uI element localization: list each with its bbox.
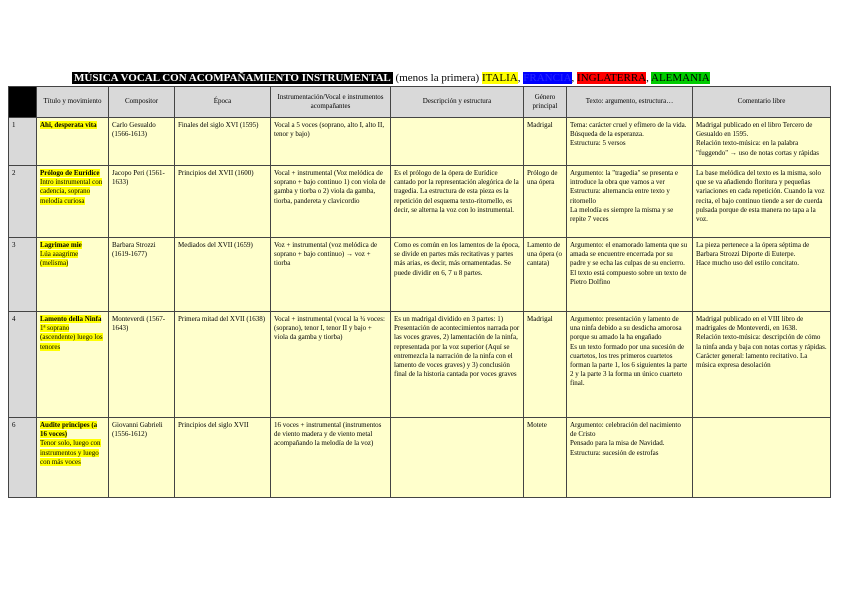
header-descripcion: Descripción y estructura — [391, 87, 524, 118]
cell-title — [37, 238, 109, 312]
instrumentacion-text: Vocal + instrumental (vocal la ¾ voces: (soprano), tenor I, tenor II y bajo + viola da gamba y tiorba) — [274, 315, 385, 342]
texto-line: Estructura: sucesión de estrofas — [570, 448, 659, 457]
cell-comentario — [693, 118, 831, 166]
table-row — [9, 312, 831, 418]
cell-descripcion — [391, 312, 524, 418]
cell-texto — [567, 238, 693, 312]
instrumentacion-text: 16 voces + instrumental (instrumentos de viento madera y de viento metal acompañando la melodía de la voz) — [274, 421, 382, 448]
cell-epoca — [175, 118, 271, 166]
texto-line: Estructura: alternancia entre texto y ritornello — [570, 187, 670, 205]
row-number: 6 — [12, 421, 16, 429]
header-compositor: Compositor — [109, 87, 175, 118]
composer-text: Carlo Gesualdo (1566-1613) — [112, 121, 156, 139]
title-italia: ITALIA — [481, 72, 518, 84]
descripcion-text: Como es común en los lamentos de la época, se divide en partes más recitativas y partes más arias, es decir, más ornamentadas. Se puede dividir en 6, 7 u 8 partes. — [394, 241, 520, 277]
genero-text: Prólogo de una ópera — [527, 169, 558, 187]
table-header-row — [9, 87, 831, 118]
comentario-line: Hace mucho uso del estilo concitato. — [696, 259, 800, 268]
composer-text: Monteverdi (1567-1643) — [112, 315, 166, 333]
texto-line: Argumento: el enamorado lamenta que su amada se encuentre encerrada por su padre y se echa las culpas de su encierro. — [570, 241, 688, 268]
cell-instrumentacion — [271, 312, 391, 418]
title-note: (menos la primera) — [392, 72, 482, 84]
cell-descripcion — [391, 418, 524, 498]
table-row — [9, 118, 831, 166]
row-number: 1 — [12, 121, 16, 129]
cell-comentario — [693, 418, 831, 498]
texto-line: El texto está compuesto sobre un texto de Pietro Dolfino — [570, 268, 687, 286]
cell-descripcion — [391, 166, 524, 238]
title-main: MÚSICA VOCAL CON ACOMPAÑAMIENTO INSTRUMENTAL — [74, 72, 391, 84]
texto-line: Tema: carácter cruel y efímero de la vida. Búsqueda de la esperanza. — [570, 121, 687, 139]
title-sep: , — [517, 72, 524, 84]
table-row — [9, 418, 831, 498]
row-number: 3 — [12, 241, 16, 249]
epoca-text: Principios del siglo XVII — [178, 421, 249, 429]
cell-composer — [109, 166, 175, 238]
title-sep: , — [646, 72, 652, 84]
piece-subtitle: Lúa aaagrime (melisma) — [40, 250, 79, 268]
cell-descripcion — [391, 238, 524, 312]
cell-genero — [524, 238, 567, 312]
cell-genero — [524, 118, 567, 166]
header-epoca: Época — [175, 87, 271, 118]
comentario-line: La pieza pertenece a la ópera séptima de Barbara Strozzi Diporte di Euterpe. — [696, 241, 810, 259]
piece-title: Lamento della Ninfa — [40, 315, 102, 323]
header-titulo: Título y movimiento — [37, 87, 109, 118]
header-comentario: Comentario libre — [693, 87, 831, 118]
cell-composer — [109, 312, 175, 418]
cell-texto — [567, 418, 693, 498]
row-number: 4 — [12, 315, 16, 323]
cell-texto — [567, 166, 693, 238]
descripcion-text: Es un madrigal dividido en 3 partes: 1) Presentación de acontecimientos narrada por las voces graves, 2) lamentación de la ninfa, representada por la voz superior (Aquí se entremezcla la narración de la ninfa con el lamento de voces graves) y 3) conclusión final de la historia cantada por voces graves — [394, 315, 520, 379]
cell-number — [9, 166, 37, 238]
piece-subtitle: Intro instrumental con cadencia, soprano melodía curiosa — [40, 178, 103, 205]
cell-epoca — [175, 312, 271, 418]
row-number: 2 — [12, 169, 16, 177]
instrumentacion-text: Voz + instrumental (voz melódica de soprano + bajo continuo) → voz + tiorba — [274, 241, 378, 268]
comentario-line: La base melódica del texto es la misma, solo que se va añadiendo floritura y pequeñas variaciones en cada repetición. Cuando la voz recita, el bajo continuo tiende a ser de cuerda pulsada porque de esta manera no tapa a la voz. — [696, 169, 825, 224]
genero-text: Madrigal — [527, 315, 553, 323]
cell-instrumentacion — [271, 238, 391, 312]
title-inglaterra: INGLATERRA — [577, 72, 647, 84]
cell-number — [9, 238, 37, 312]
instrumentacion-text: Vocal a 5 voces (soprano, alto I, alto II, tenor y bajo) — [274, 121, 385, 139]
cell-comentario — [693, 166, 831, 238]
cell-epoca — [175, 166, 271, 238]
piece-subtitle: Tenor solo, luego con instrumentos y luego con más voces — [40, 439, 101, 466]
piece-title: Audite principes (a 16 voces) — [40, 421, 98, 439]
cell-genero — [524, 312, 567, 418]
genero-text: Lamento de una ópera (o cantata) — [527, 241, 562, 268]
composer-text: Jacopo Peri (1561-1633) — [112, 169, 165, 187]
descripcion-text: Es el prólogo de la ópera de Eurídice cantado por la representación alegórica de la tragedia. La estructura de esta pieza es la repetición del esquema texto-ritornello, es decir, se alterna la voz con lo instrumental. — [394, 169, 519, 214]
cell-number — [9, 418, 37, 498]
cell-number — [9, 118, 37, 166]
cell-title — [37, 166, 109, 238]
piece-subtitle: 1ª soprano (ascendente) luego los tenores — [40, 324, 103, 351]
cell-epoca — [175, 418, 271, 498]
cell-descripcion — [391, 118, 524, 166]
piece-title: Prólogo de Eurídice — [40, 169, 100, 177]
title-sep: , — [571, 72, 578, 84]
cell-title — [37, 118, 109, 166]
title-francia: FRANCIA — [523, 72, 572, 84]
music-table — [8, 86, 831, 498]
texto-line: Estructura: 5 versos — [570, 139, 626, 148]
cell-composer — [109, 418, 175, 498]
cell-number — [9, 312, 37, 418]
cell-title — [37, 312, 109, 418]
cell-comentario — [693, 238, 831, 312]
texto-line: Argumento: celebración del nacimiento de Cristo — [570, 421, 681, 439]
comentario-line: Carácter general: lamento recitativo. La música expresa desolación — [696, 351, 808, 370]
composer-text: Giovanni Gabrieli (1556-1612) — [112, 421, 163, 439]
cell-epoca — [175, 238, 271, 312]
piece-title: Ahi, desperata vita — [40, 121, 97, 129]
texto-line: Es un texto formado por una sucesión de cuartetos, los tres primeros cuartetos forman la parte 1, los 6 siguientes la parte 2 y la parte 3 la forma un único cuarteto final. — [570, 342, 688, 388]
comentario-line: Relación texto-música: en la palabra "fuggendo" → uso de notas cortas y rápidas — [696, 139, 819, 157]
title-alemania: ALEMANIA — [651, 72, 710, 84]
piece-title: Lagrimae mie — [40, 241, 82, 249]
document-title — [72, 72, 710, 84]
texto-line: Pensado para la misa de Navidad. — [570, 439, 665, 448]
texto-line: La melodía es siempre la misma y se repite 7 veces — [570, 205, 674, 224]
cell-genero — [524, 166, 567, 238]
composer-text: Barbara Strozzi (1619-1677) — [112, 241, 156, 259]
epoca-text: Mediados del XVII (1659) — [178, 241, 253, 249]
genero-text: Madrigal — [527, 121, 553, 129]
cell-instrumentacion — [271, 418, 391, 498]
header-number — [9, 87, 37, 118]
comentario-line: Relación texto-música: descripción de cómo la ninfa anda y baja con notas cortas y rápidas. — [696, 333, 827, 351]
genero-text: Motete — [527, 421, 547, 429]
header-instrumentacion: Instrumentación/Vocal e instrumentos acompañantes — [271, 87, 391, 118]
cell-genero — [524, 418, 567, 498]
cell-composer — [109, 238, 175, 312]
instrumentacion-text: Vocal + instrumental (Voz melódica de soprano + bajo continuo 1) con viola de gamba y tiorba o 2) viola da gamba, tiorba, pandereta y clavicordio — [274, 169, 386, 205]
cell-comentario — [693, 312, 831, 418]
table-row — [9, 238, 831, 312]
comentario-line: Madrigal publicado en el VIII libro de madrigales de Monteverdi, en 1638. — [696, 315, 804, 333]
texto-line: Argumento: la "tragedia" se presenta e introduce la obra que vamos a ver — [570, 169, 679, 187]
epoca-text: Primera mitad del XVII (1638) — [178, 315, 266, 323]
epoca-text: Principios del XVII (1600) — [178, 169, 254, 177]
texto-line: Argumento: presentación y lamento de una ninfa debido a su desdicha amorosa porque su amado la ha engañado — [570, 315, 682, 342]
cell-composer — [109, 118, 175, 166]
cell-texto — [567, 118, 693, 166]
table-row — [9, 166, 831, 238]
cell-instrumentacion — [271, 166, 391, 238]
header-genero: Género principal — [524, 87, 567, 118]
header-texto: Texto: argumento, estructura… — [567, 87, 693, 118]
cell-instrumentacion — [271, 118, 391, 166]
epoca-text: Finales del siglo XVI (1595) — [178, 121, 259, 129]
cell-texto — [567, 312, 693, 418]
comentario-line: Madrigal publicado en el libro Tercero de Gesualdo en 1595. — [696, 121, 813, 139]
cell-title — [37, 418, 109, 498]
